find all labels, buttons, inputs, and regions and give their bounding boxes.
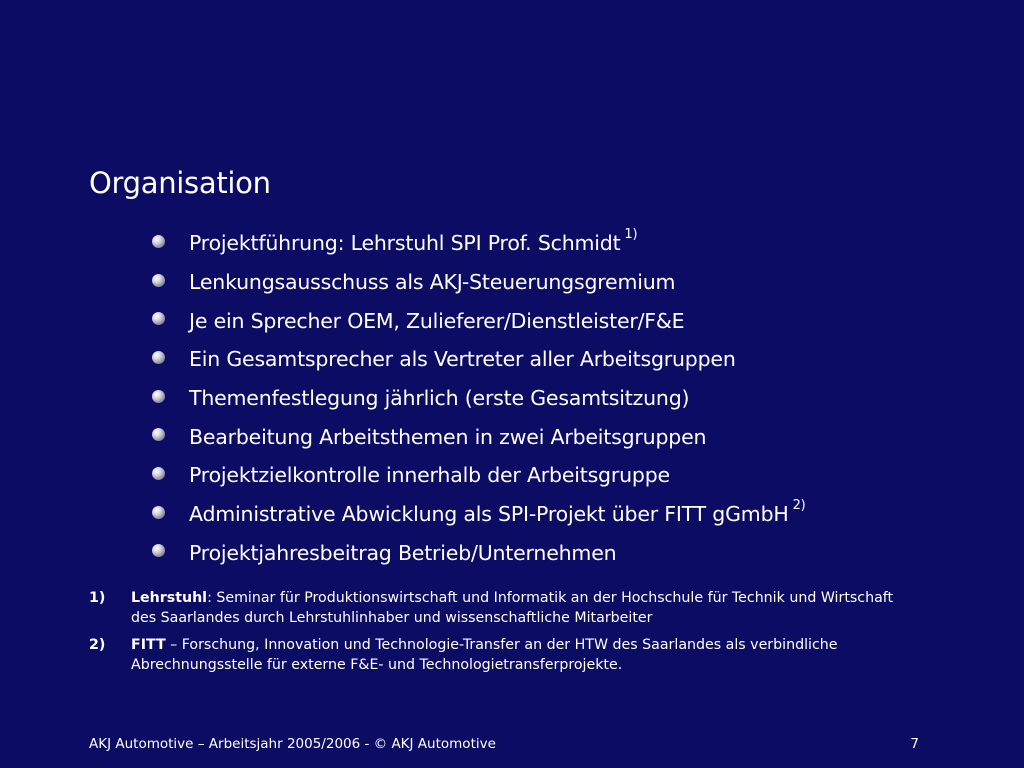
bullet-text: Lenkungsausschuss als AKJ-Steuerungsgremium xyxy=(189,270,676,295)
bullet-item xyxy=(152,379,806,418)
bullet-text: Bearbeitung Arbeitsthemen in zwei Arbeitsgruppen xyxy=(189,424,707,449)
bullet-icon xyxy=(152,274,165,287)
bullet-icon xyxy=(152,235,165,248)
bullet-list xyxy=(152,224,806,572)
footnote-number: 2) xyxy=(89,637,106,653)
bullet-text: Je ein Sprecher OEM, Zulieferer/Dienstleister/F&E xyxy=(189,308,685,333)
bullet-text: Projektjahresbeitrag Betrieb/Unternehmen xyxy=(189,540,617,565)
bullet-item xyxy=(152,340,806,379)
bullet-item xyxy=(152,417,806,456)
bullet-icon xyxy=(152,428,165,441)
bullet-text: Projektzielkontrolle innerhalb der Arbeitsgruppe xyxy=(189,463,670,488)
footnote-number: 1) xyxy=(89,590,106,606)
bullet-icon xyxy=(152,506,165,519)
bullet-item xyxy=(152,534,806,573)
bullet-icon xyxy=(152,351,165,364)
bullet-icon xyxy=(152,467,165,480)
footnote-text: – Forschung, Innovation und Technologie-Transfer an der HTW des Saarlandes als verbindliche Abrechnungsstelle für externe F&E- und Technologietransferprojekte. xyxy=(131,637,838,673)
bullet-text: Administrative Abwicklung als SPI-Projekt über FITT gGmbH xyxy=(189,502,789,527)
bullet-icon xyxy=(152,312,165,325)
bullet-icon xyxy=(152,544,165,557)
page-number: 7 xyxy=(910,736,919,752)
bullet-text: Themenfestlegung jährlich (erste Gesamtsitzung) xyxy=(189,386,690,411)
footnote xyxy=(89,636,909,675)
footer-text: AKJ Automotive – Arbeitsjahr 2005/2006 - © AKJ Automotive xyxy=(89,736,496,752)
footnote-term: Lehrstuhl xyxy=(131,590,208,606)
bullet-text: Projektführung: Lehrstuhl SPI Prof. Schmidt xyxy=(189,231,621,256)
bullet-icon xyxy=(152,390,165,403)
footnote-term: FITT xyxy=(131,637,166,653)
slide-footer xyxy=(89,736,919,752)
footnote xyxy=(89,589,909,628)
bullet-footnote-ref: 2) xyxy=(792,497,806,513)
slide-title: Organisation xyxy=(89,166,271,200)
bullet-item xyxy=(152,263,806,302)
footnote-body xyxy=(131,589,909,628)
footnotes xyxy=(89,589,909,683)
bullet-item xyxy=(152,224,806,263)
bullet-item xyxy=(152,495,806,534)
bullet-text: Ein Gesamtsprecher als Vertreter aller Arbeitsgruppen xyxy=(189,347,736,372)
bullet-footnote-ref: 1) xyxy=(624,226,638,242)
footnote-body xyxy=(131,636,909,675)
bullet-item xyxy=(152,301,806,340)
bullet-item xyxy=(152,456,806,495)
footnote-text: : Seminar für Produktionswirtschaft und Informatik an der Hochschule für Technik und Wirtschaft des Saarlandes durch Lehrstuhlinhaber und wissenschaftliche Mitarbeiter xyxy=(131,590,894,626)
